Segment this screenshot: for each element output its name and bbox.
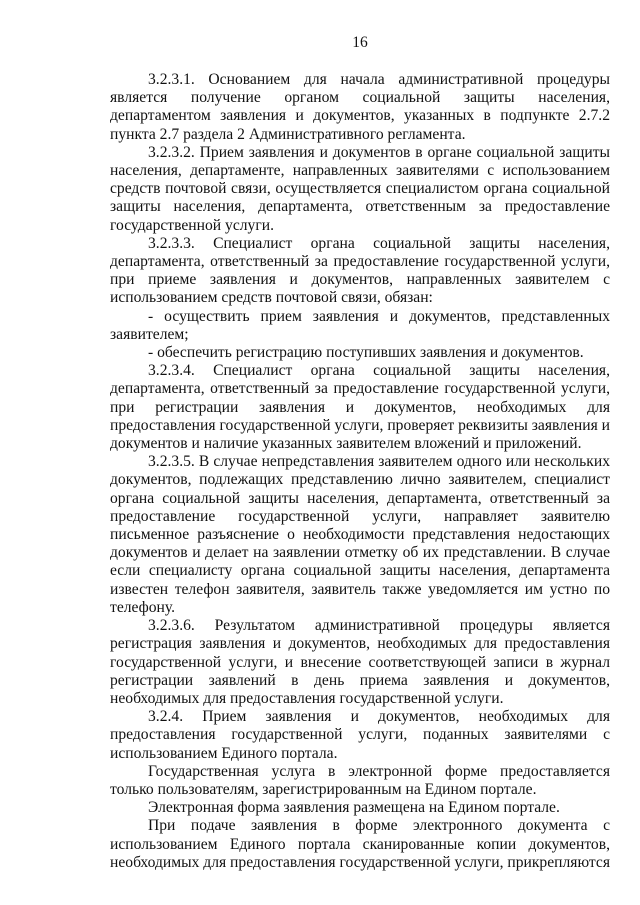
paragraph-3-2-3-4: 3.2.3.4. Специалист органа социальной защиты населения, департамента, ответственный за предоставление государственной услуги, при регистрации заявления и документов, необходимых для предоставления государственной услуги, проверяет реквизиты заявления и документов и наличие указанных заявителем вложений и приложений. — [110, 362, 610, 453]
paragraph-3-2-3-2: 3.2.3.2. Прием заявления и документов в органе социальной защиты населения, департаменте, направленных заявителями с использованием средств почтовой связи, осуществляется специалистом органа социальной защиты населения, департамента, ответственным за предоставление государственной услуги. — [110, 143, 610, 234]
paragraph-3-2-3-1: 3.2.3.1. Основанием для начала административной процедуры является получение органом социальной защиты населения, департаментом заявления и документов, указанных в подпункте 2.7.2 пункта 2.7 раздела 2 Административного регламента. — [110, 71, 610, 143]
document-page — [110, 34, 610, 872]
paragraph-3-2-3-6: 3.2.3.6. Результатом административной процедуры является регистрация заявления и документов, необходимых для предоставления государственной услуги, и внесение соответствующей записи в журнал регистрации заявлений в день приема заявления и документов, необходимых для предоставления государственной услуги. — [110, 617, 610, 707]
list-item-accept-documents: - осуществить прием заявления и документов, представленных заявителем; — [110, 307, 610, 343]
paragraph-electronic-form: Электронная форма заявления размещена на Едином портале. — [148, 799, 560, 817]
list-item-register-documents: - обеспечить регистрацию поступивших заявления и документов. — [148, 344, 584, 362]
page-number: 16 — [352, 34, 368, 51]
paragraph-3-2-4: 3.2.4. Прием заявления и документов, необходимых для предоставления государственной услуги, поданных заявителями с использованием Единого портала. — [110, 708, 610, 762]
paragraph-submission: При подаче заявления в форме электронного документа с использованием Единого портала сканированные копии документов, необходимых для предоставления государственной услуги, прикрепляются — [110, 817, 610, 871]
paragraph-3-2-3-5: 3.2.3.5. В случае непредставления заявителем одного или нескольких документов, подлежащих представлению лично заявителем, специалист органа социальной защиты населения, департамента, ответственный за предоставление государственной услуги, направляет заявителю письменное разъяснение о необходимости представления недостающих документов и делает на заявлении отметку об их представлении. В случае если специалисту органа социальной защиты населения, департамента известен телефон заявителя, заявитель также уведомляется им устно по телефону. — [110, 453, 610, 616]
paragraph-electronic-service: Государственная услуга в электронной форме предоставляется только пользователям, зарегистрированным на Едином портале. — [110, 762, 610, 798]
paragraph-3-2-3-3: 3.2.3.3. Специалист органа социальной защиты населения, департамента, ответственный за предоставление государственной услуги, при приеме заявления и документов, направленных заявителем с использованием средств почтовой связи, обязан: — [110, 234, 610, 307]
